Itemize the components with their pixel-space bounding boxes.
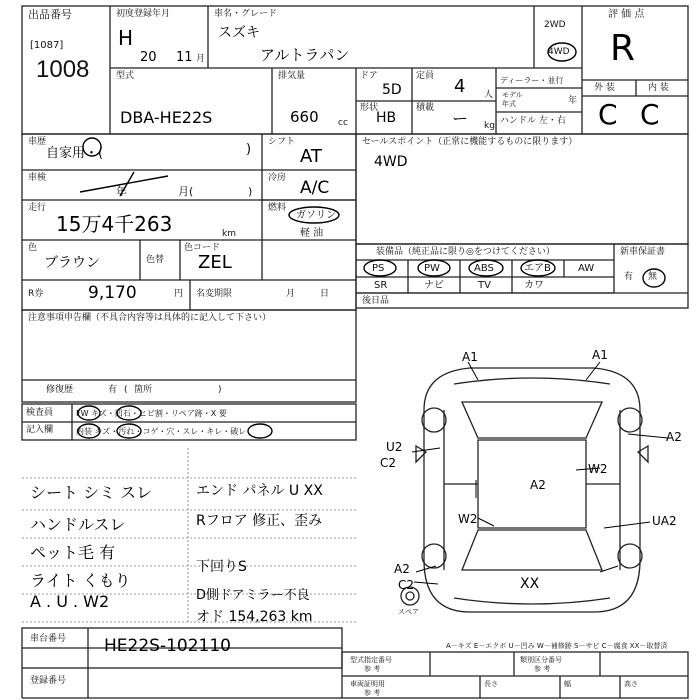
mark-a1-right: A1 <box>592 348 608 362</box>
name-change-month: 月 <box>286 289 296 299</box>
mark-a2-right: A2 <box>666 430 682 444</box>
inspector-label2: 記入欄 <box>26 425 54 435</box>
shape-label: 形状 <box>360 103 379 113</box>
mark-w2-right: W2 <box>588 462 608 476</box>
repair-yes: 有 <box>108 385 118 395</box>
equip-ps: PS <box>372 263 385 274</box>
inspection-label: 車検 <box>28 173 47 183</box>
repair-place: 箇所 <box>134 385 153 395</box>
notes-label: 注意事項申告欄（不具合内容等は具体的に記入して下さい） <box>28 313 272 323</box>
designation-sub: 参 考 <box>364 665 381 673</box>
int-items: 内装 キズ・汚れ・コゲ・穴・スレ・キレ・破レ <box>76 427 247 436</box>
comment-left-3: ペット毛 有 <box>30 543 116 562</box>
cert-label: 車両証明用 <box>350 680 385 688</box>
repair-label: 修復歴 <box>46 385 74 395</box>
name-grade-label: 車名・グレード <box>214 9 278 19</box>
year-value: 20 <box>140 50 157 65</box>
equipment-label: 装備品（純正品に限り◎をつけてください） <box>376 247 555 257</box>
width-label: 幅 <box>564 680 571 688</box>
recycle-value: 9,170 <box>88 283 137 303</box>
ext-score: C <box>598 98 618 131</box>
cert-sub: 参 考 <box>364 689 381 697</box>
type-value: DBA-HE22S <box>120 108 213 127</box>
lot-label: 出品番号 <box>28 8 72 21</box>
km-unit: km <box>222 229 236 239</box>
person-unit: 人 <box>484 90 494 100</box>
history-value: 自家用・( <box>46 146 104 161</box>
lot-number: 1008 <box>36 56 90 83</box>
warranty-yes: 有 <box>624 272 634 282</box>
model-value: アルトラパン <box>260 46 350 64</box>
recycle-label: R券 <box>28 289 44 299</box>
int-score: C <box>640 98 660 131</box>
overall-score: R <box>610 28 636 69</box>
kg-unit: kg <box>484 121 495 131</box>
mileage-value: 15万4千263 <box>56 212 173 236</box>
inspection-year: 年 <box>116 185 127 198</box>
aircon-label: 冷房 <box>268 173 287 183</box>
comment-left-1: シート シミ スレ <box>30 483 153 502</box>
doors-label: ドア <box>360 71 378 81</box>
shape-value: HB <box>376 110 397 126</box>
dealer-label: ディーラー・並行 <box>500 76 564 85</box>
equip-airbag: エアB <box>524 263 551 274</box>
chassis-value: HE22S-102110 <box>104 636 231 656</box>
mark-c2-left: C2 <box>380 456 397 470</box>
length-label: 長さ <box>484 680 498 688</box>
mark-c2-lower: C2 <box>398 578 415 592</box>
yen-unit: 円 <box>174 289 184 299</box>
rear-seat-label: 後日品 <box>362 296 390 306</box>
shift-label: シフト <box>268 137 296 147</box>
maker-value: スズキ <box>218 25 260 41</box>
cc-unit: cc <box>338 118 348 128</box>
fuel-label: 燃料 <box>268 203 287 213</box>
mark-a1-left: A1 <box>462 350 478 364</box>
mark-xx: XX <box>520 576 540 592</box>
grade-label: 評 価 点 <box>608 9 645 20</box>
model-year-label1: モデル <box>502 91 523 99</box>
model-year-label2: 年式 <box>502 100 516 108</box>
equip-aw: AW <box>578 263 595 274</box>
equip-navi: ナビ <box>424 280 444 291</box>
comment-left-2: ハンドルスレ <box>30 515 126 534</box>
equip-sr: SR <box>374 280 388 291</box>
comment-right-4: D側ドアミラー不良 <box>196 588 310 603</box>
category-sub: 参 考 <box>534 665 551 673</box>
warranty-no: 無 <box>648 272 658 282</box>
mark-ua2: UA2 <box>652 514 677 528</box>
inspection-month: 月( <box>178 185 194 198</box>
mark-u2: U2 <box>386 440 403 454</box>
comment-right-3: 下回りS <box>196 559 247 575</box>
color-change-label: 色替 <box>146 255 165 265</box>
displacement-value: 660 <box>290 108 319 126</box>
first-reg-label: 初度登録年月 <box>116 9 171 19</box>
type-label: 型式 <box>116 71 135 81</box>
int-label: 内 装 <box>648 83 669 93</box>
comment-right-2: Rフロア 修正、歪み <box>196 513 323 529</box>
mark-w2-left: W2 <box>458 512 478 526</box>
mileage-label: 走行 <box>28 203 47 213</box>
category-label: 類別区分番号 <box>520 656 562 664</box>
shift-value: AT <box>300 146 322 167</box>
displacement-label: 排気量 <box>278 71 306 81</box>
chassis-label: 車台番号 <box>30 634 67 644</box>
equip-abs: ABS <box>474 263 494 274</box>
drive-4wd: 4WD <box>548 47 570 57</box>
comment-right-5: オド 154,263 km <box>196 609 313 625</box>
load-label: 積載 <box>416 103 435 113</box>
capacity-value: 4 <box>454 76 466 97</box>
fuel-gas: ガソリン <box>296 210 336 221</box>
history-close: ) <box>246 142 252 157</box>
inspector-label1: 検査員 <box>26 408 54 418</box>
equip-leather: カワ <box>524 280 544 291</box>
capacity-label: 定員 <box>416 71 435 81</box>
equip-pw: PW <box>424 263 440 274</box>
spare-label: スペア <box>398 608 419 616</box>
inspection-close: ) <box>248 185 253 198</box>
comment-right-1: エンド パネル U XX <box>196 483 323 499</box>
color-code-value: ZEL <box>198 252 232 273</box>
color-label: 色 <box>28 243 38 253</box>
ext-label: 外 装 <box>594 83 615 93</box>
name-change-day: 日 <box>320 289 330 299</box>
fw-items: FW キズ・凹石・ヒビ割・リペア跡・X 要 <box>76 409 227 418</box>
year-unit: 年 <box>568 96 578 106</box>
sales-value: 4WD <box>374 154 408 170</box>
mark-a2-center: A2 <box>530 478 546 492</box>
month-value: 11 <box>176 50 193 65</box>
legend: A－キズ E－エクボ U－凹み W－補修跡 S－サビ C－腐食 XX－取替済 <box>446 642 668 650</box>
sales-label: セールスポイント（正常に機能するものに限ります） <box>362 137 578 147</box>
era-value: H <box>118 26 134 50</box>
designation-label: 型式指定番号 <box>350 656 392 664</box>
handle-label: ハンドル 左・右 <box>500 116 566 126</box>
month-unit: 月 <box>196 54 206 64</box>
aircon-value: A/C <box>300 178 330 198</box>
load-value: ー <box>452 109 469 128</box>
comment-left-5: A . U . W2 <box>30 592 110 611</box>
doors-value: 5D <box>382 82 402 98</box>
repair-close: ) <box>218 385 222 395</box>
equip-tv: TV <box>478 280 491 291</box>
name-change-label: 名変期限 <box>196 289 233 299</box>
reg-label: 登録番号 <box>30 676 67 686</box>
mark-a2-lower: A2 <box>394 562 410 576</box>
repair-paren: ( <box>124 385 128 395</box>
drive-2wd: 2WD <box>544 20 566 30</box>
comment-left-4: ライト くもり <box>30 571 131 590</box>
fuel-diesel: 軽 油 <box>300 228 324 239</box>
color-value: ブラウン <box>44 255 100 271</box>
warranty-label: 新車保証書 <box>620 247 666 257</box>
history-label: 車歴 <box>28 137 47 147</box>
lot-sub: [1087] <box>30 40 64 51</box>
color-code-label: 色コード <box>184 243 221 253</box>
height-label: 高さ <box>624 680 638 688</box>
